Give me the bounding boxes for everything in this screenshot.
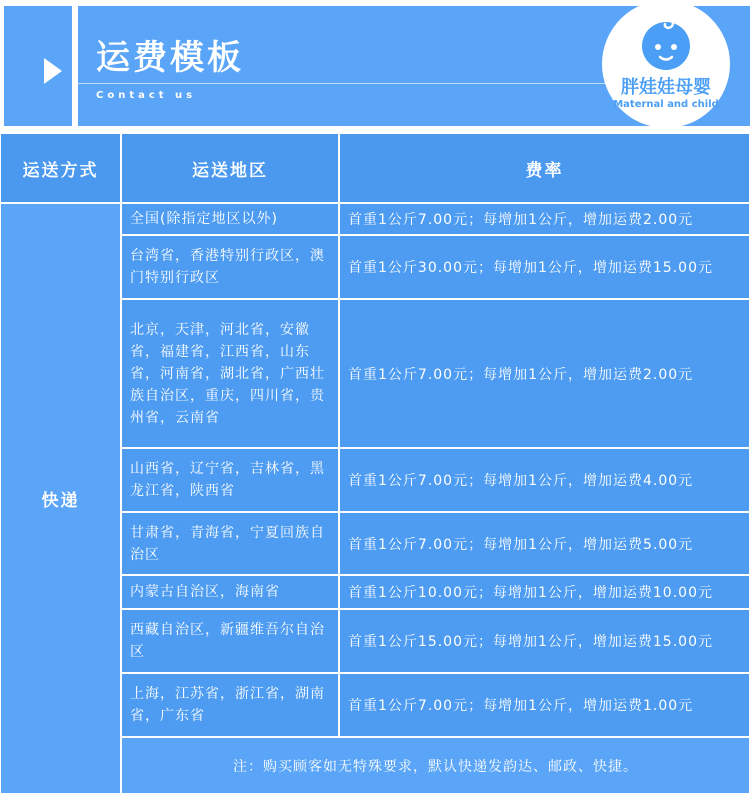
page-subtitle: Contact us [96,90,197,101]
rate-cell: 首重1公斤30.00元；每增加1公斤，增加运费15.00元 [339,235,750,299]
rate-cell: 首重1公斤7.00元；每增加1公斤，增加运费2.00元 [339,203,750,235]
region-cell: 甘肃省，青海省，宁夏回族自治区 [121,512,339,575]
region-cell: 全国(除指定地区以外) [121,203,339,235]
page-title: 运费模板 [96,38,244,78]
region-cell: 西藏自治区，新疆维吾尔自治区 [121,609,339,673]
header-cell-region: 运送地区 [121,133,339,203]
play-arrow-icon [42,56,64,86]
rate-cell: 首重1公斤7.00元；每增加1公斤，增加运费1.00元 [339,673,750,737]
logo-text-en: Maternal and child [613,99,719,110]
region-cell: 台湾省，香港特别行政区，澳门特别行政区 [121,235,339,299]
header-cell-method: 运送方式 [0,133,121,203]
region-cell: 北京，天津，河北省，安徽省，福建省，江西省，山东省，河南省，湖北省，广西壮族自治区，重庆，四川省，贵州省，云南省 [121,299,339,448]
region-cell: 山西省，辽宁省，吉林省，黑龙江省，陕西省 [121,448,339,512]
header-cell-rate: 费率 [339,133,750,203]
rate-cell: 首重1公斤7.00元；每增加1公斤，增加运费5.00元 [339,512,750,575]
footnote: 注：购买顾客如无特殊要求，默认快递发韵达、邮政、快捷。 [121,737,750,794]
brand-logo [602,0,730,128]
region-cell: 内蒙古自治区，海南省 [121,575,339,609]
arrow-panel [4,6,72,126]
method-cell: 快递 [0,203,121,794]
shipping-fee-table [0,133,750,794]
region-cell: 上海，江苏省，浙江省，湖南省，广东省 [121,673,339,737]
page-header [0,0,750,128]
logo-text-cn: 胖娃娃母婴 [621,77,711,98]
baby-face-icon [640,14,692,72]
rate-cell: 首重1公斤7.00元；每增加1公斤，增加运费2.00元 [339,299,750,448]
rate-cell: 首重1公斤7.00元；每增加1公斤，增加运费4.00元 [339,448,750,512]
title-divider [78,83,638,84]
rate-cell: 首重1公斤10.00元；每增加1公斤，增加运费10.00元 [339,575,750,609]
rate-cell: 首重1公斤15.00元；每增加1公斤，增加运费15.00元 [339,609,750,673]
